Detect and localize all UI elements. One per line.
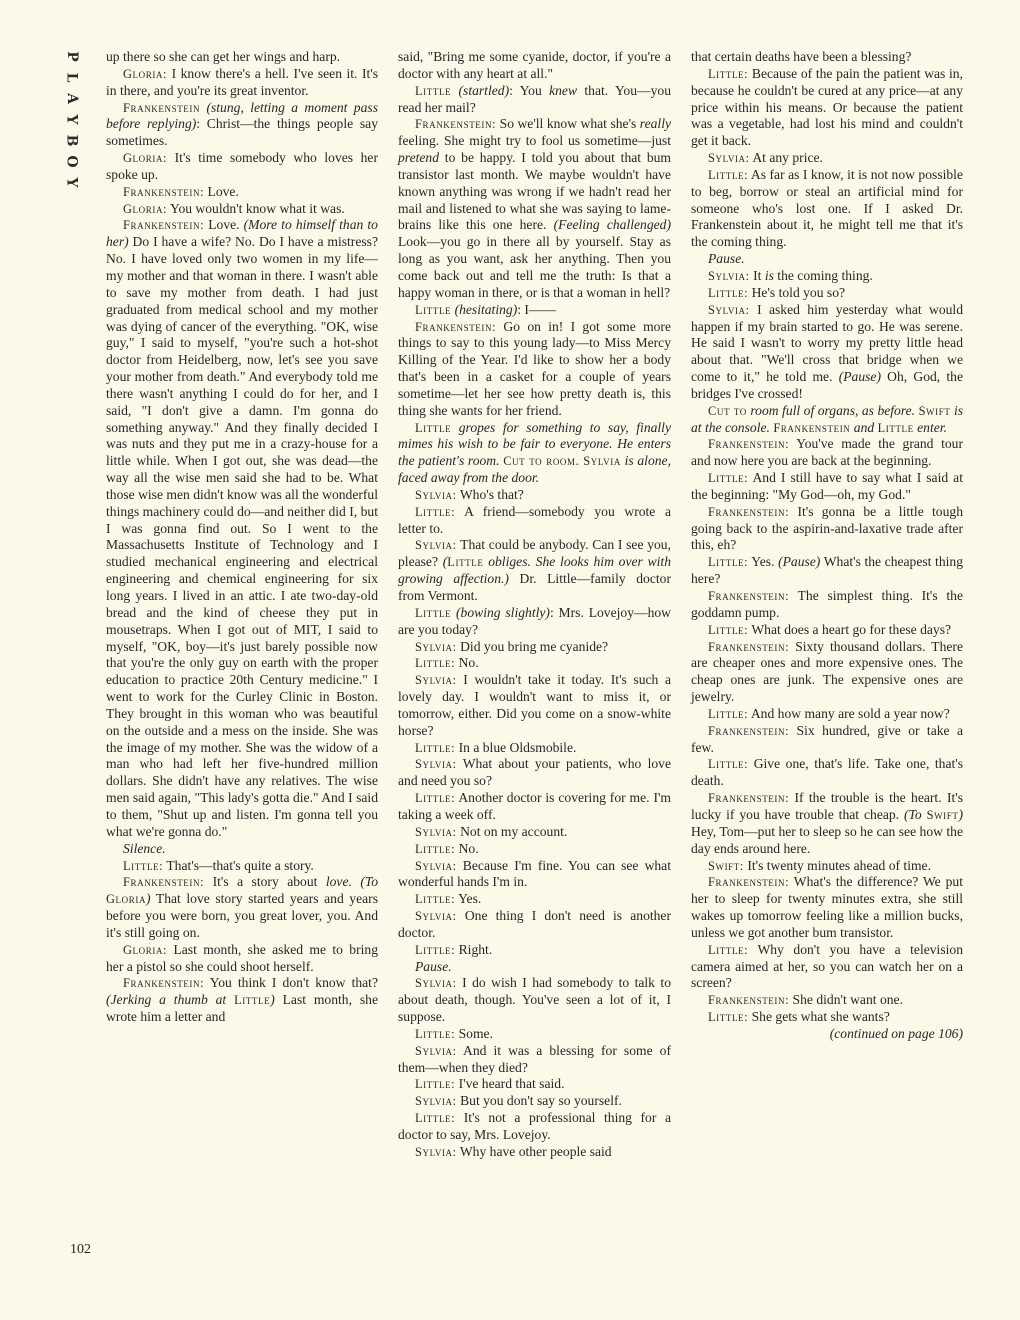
speaker-name: Little: (708, 471, 749, 486)
speaker-name: Sylvia: (708, 302, 750, 317)
dialogue-text: Last month, she asked me to bring her a pistol so she could shoot herself. (106, 941, 378, 974)
paragraph (106, 874, 378, 941)
speaker-name: Little: (708, 622, 749, 637)
paragraph (106, 858, 378, 875)
dialogue-text: It's not a professional thing for a doctor to say, Mrs. Lovejoy. (398, 1110, 671, 1142)
dialogue-text: that certain deaths have been a blessing? (691, 49, 912, 64)
dialogue-text: One thing I don't need is another doctor. (398, 908, 671, 940)
dialogue-text: Give one, that's life. Take one, that's death. (691, 756, 963, 789)
dialogue-text: What's the cheapest thing here? (691, 554, 963, 587)
speaker-name: Frankenstein: (123, 976, 205, 991)
paragraph (398, 487, 671, 504)
speaker-name: Frankenstein: (708, 723, 790, 738)
speaker-name: Little (234, 993, 271, 1008)
stage-direction: Pause. (708, 251, 745, 267)
dialogue-text: that. You—you read her mail? (398, 82, 672, 115)
paragraph (398, 116, 671, 301)
paragraph (398, 420, 671, 487)
dialogue-text: What does a heart go for these days? (748, 621, 952, 637)
paragraph (106, 49, 378, 66)
paragraph (691, 942, 963, 993)
stage-direction: (More to himself than to her) (106, 217, 378, 250)
masthead-letter: L (63, 72, 80, 83)
speaker-name: Sylvia: (415, 858, 457, 873)
speaker-name: Little: (708, 1010, 749, 1025)
speaker-name: Gloria: (123, 151, 168, 166)
paragraph (398, 959, 671, 976)
dialogue-text: At any price. (749, 150, 823, 166)
dialogue-text: That could be anybody. Can I see you, please? (398, 537, 671, 570)
speaker-name: Little: (415, 942, 456, 957)
speaker-name: Gloria: (123, 942, 168, 957)
paragraph (398, 756, 671, 790)
speaker-name: Cut to (708, 403, 747, 418)
speaker-name: Little: (123, 858, 164, 873)
stage-direction: (hesitating) (454, 301, 518, 317)
dialogue-text: said, "Bring me some cyanide, doctor, if you're a doctor with any heart at all." (398, 49, 671, 81)
dialogue-text: Hey, Tom—put her to sleep so he can see how the day ends around here. (691, 823, 963, 856)
speaker-name: Sylvia: (415, 1043, 457, 1058)
paragraph (398, 740, 671, 757)
dialogue-text: I wouldn't take it today. It's such a lovely day. I wouldn't want to miss it, or tomorrow, either. Did you come on a snow-white horse? (398, 672, 671, 738)
speaker-name: Cut to room. Sylvia (503, 454, 621, 469)
speaker-name: Sylvia: (415, 639, 457, 654)
stage-direction: ) (146, 891, 151, 907)
paragraph (398, 908, 671, 942)
paragraph (106, 184, 378, 201)
dialogue-text: Why have other people said (456, 1143, 612, 1159)
speaker-name: Little: (415, 892, 456, 907)
column-1 (106, 49, 378, 1026)
paragraph (691, 639, 963, 706)
dialogue-text: If the trouble is the heart. It's lucky if you have trouble that cheap. (691, 790, 963, 822)
paragraph (691, 268, 963, 285)
dialogue-text: feeling. She might try to fool us sometime—just (398, 133, 671, 149)
paragraph (398, 1026, 671, 1043)
dialogue-text: Right. (455, 941, 493, 957)
dialogue-text: Because I'm fine. You can see what wonderful hands I'm in. (398, 857, 671, 890)
masthead-letter: Y (63, 114, 80, 125)
stage-direction: really (639, 116, 671, 132)
dialogue-text: Why don't you have a television camera aimed at her, so you can watch her on a screen? (691, 941, 963, 991)
stage-direction: (stung, letting a moment pass before replying) (106, 99, 378, 132)
speaker-name: Gloria (106, 892, 147, 907)
speaker-name: Swift (918, 403, 951, 418)
paragraph (398, 83, 671, 117)
paragraph (398, 1043, 671, 1077)
paragraph (691, 554, 963, 588)
paragraph (398, 942, 671, 959)
speaker-name: Little: (708, 285, 749, 300)
paragraph (691, 470, 963, 504)
dialogue-text: That love story started years and years before you were born, you great lover, you. And it's still going on. (106, 891, 378, 940)
speaker-name: Little: (415, 504, 456, 519)
speaker-name: Little: (708, 66, 749, 81)
paragraph (398, 975, 671, 1026)
paragraph (398, 1076, 671, 1093)
speaker-name: Swift (926, 807, 959, 822)
dialogue-text: It's twenty minutes ahead of time. (743, 857, 931, 873)
paragraph (691, 504, 963, 555)
dialogue-text: You think I don't know that? (204, 975, 378, 991)
dialogue-text: It's gonna be a little tough going back to the aspirin-and-laxative trade after this, eh? (691, 503, 963, 553)
speaker-name: Little: (415, 1077, 456, 1092)
speaker-name: Little: (708, 555, 749, 570)
paragraph (691, 403, 963, 437)
speaker-name: Little (447, 555, 484, 570)
paragraph (398, 824, 671, 841)
paragraph (691, 992, 963, 1009)
stage-direction: is (764, 267, 774, 283)
stage-direction: gropes for something to say, finally mimes his wish to be fair to everyone. He enters the patient's room. (398, 419, 671, 469)
dialogue-text: up there so she can get her wings and harp. (106, 49, 341, 64)
dialogue-text: So we'll know what she's (496, 116, 640, 132)
masthead-letter: O (63, 155, 80, 168)
dialogue-text: The simplest thing. It's the goddamn pump. (691, 588, 963, 620)
speaker-name: Little: (415, 1026, 456, 1041)
dialogue-text: No. (455, 655, 479, 671)
speaker-name: Frankenstein: (415, 117, 497, 132)
paragraph (106, 841, 378, 858)
dialogue-text: That's—that's quite a story. (163, 857, 314, 873)
paragraph (106, 201, 378, 218)
speaker-name: Little (415, 605, 452, 620)
stage-direction: ( (442, 554, 448, 570)
stage-direction: and (850, 419, 878, 435)
paragraph (398, 605, 671, 639)
paragraph (691, 874, 963, 941)
paragraph (691, 66, 963, 150)
speaker-name: Sylvia: (415, 824, 457, 839)
stage-direction: Silence. (123, 840, 166, 856)
column-3 (691, 49, 963, 1043)
dialogue-text: Love. (204, 183, 239, 199)
speaker-name: Sylvia: (415, 976, 457, 991)
paragraph (691, 302, 963, 403)
paragraph (398, 537, 671, 604)
stage-direction: (To (904, 806, 927, 822)
dialogue-text: Oh, God, the bridges I've crossed! (691, 369, 964, 401)
dialogue-text: And I still have to say what I said at the beginning: "My God—oh, my God." (691, 470, 963, 502)
paragraph (691, 723, 963, 757)
speaker-name: Little: (708, 942, 749, 957)
speaker-name: Sylvia: (415, 487, 457, 502)
masthead-letter: B (63, 134, 80, 147)
page-number: 102 (70, 1242, 91, 1257)
dialogue-text: : You (509, 82, 550, 98)
paragraph (691, 706, 963, 723)
dialogue-text: She gets what she wants? (748, 1009, 890, 1025)
dialogue-text: I asked him yesterday what would happen if my brain started to go. He was serene. He said I wasn't to worry my pretty little head about that. "We'll cross that bridge when we come to it," he told me. (691, 301, 963, 385)
paragraph (691, 150, 963, 167)
stage-direction: is alone, faced away from the door. (398, 453, 671, 486)
dialogue-text: Sixty thousand dollars. There are cheaper ones and more expensive ones. The cheap ones are junk. The expensive ones are jewelry. (691, 638, 963, 705)
speaker-name: Little: (708, 757, 749, 772)
speaker-name: Frankenstein: (708, 504, 790, 519)
speaker-name: Frankenstein (123, 100, 201, 115)
dialogue-text: Love. (204, 217, 244, 233)
stage-direction: room full of organs, as before. (746, 402, 919, 418)
dialogue-text: You wouldn't know what it was. (167, 200, 345, 216)
dialogue-text: to be happy. I told you about that bum transistor last month. We maybe wouldn't have known anything was wrong if we hadn't read her mail and listened to what she was saying to lame-brains like this one here. (398, 150, 671, 233)
masthead (58, 46, 84, 193)
paragraph (106, 942, 378, 976)
paragraph (398, 790, 671, 824)
column-2 (398, 49, 671, 1161)
speaker-name: Little: (708, 167, 749, 182)
speaker-name: Little (415, 83, 452, 98)
masthead-letter: P (63, 51, 80, 62)
dialogue-text: Six hundred, give or take a few. (691, 722, 963, 755)
paragraph (691, 167, 963, 251)
dialogue-text: But you don't say so yourself. (456, 1093, 622, 1109)
speaker-name: Frankenstein: (708, 875, 790, 890)
paragraph (398, 858, 671, 892)
dialogue-text: I do wish I had somebody to talk to about death, though. You've seen a lot of it, I suppose. (398, 975, 671, 1025)
dialogue-text: : I—— (517, 301, 557, 317)
dialogue-text (451, 83, 458, 98)
dialogue-text: What's the difference? We put her to sleep for twenty minutes extra, she still wakes up tomorrow feeling like a million bucks, unless we got another bum transistor. (691, 874, 963, 940)
dialogue-text: It (749, 267, 765, 283)
paragraph (691, 790, 963, 857)
paragraph (691, 251, 963, 268)
dialogue-text: Who's that? (456, 486, 524, 502)
dialogue-text: I know there's a hell. I've seen it. It's in there, and you're its great inventor. (106, 65, 378, 98)
stage-direction: ) (958, 806, 963, 822)
speaker-name: Little: (415, 656, 456, 671)
dialogue-text: Some. (455, 1025, 493, 1041)
stage-direction: love. (325, 874, 352, 890)
paragraph (398, 302, 671, 319)
speaker-name: Little (415, 420, 452, 435)
paragraph (398, 639, 671, 656)
paragraph (398, 1093, 671, 1110)
dialogue-text: Not on my account. (456, 823, 568, 839)
stage-direction: (bowing slightly) (456, 604, 550, 620)
paragraph (106, 150, 378, 184)
dialogue-text: Another doctor is covering for me. I'm taking a week off. (398, 790, 671, 822)
paragraph (398, 1110, 671, 1144)
speaker-name: Sylvia: (415, 757, 457, 772)
speaker-name: Frankenstein: (708, 791, 790, 806)
paragraph (106, 66, 378, 100)
stage-direction: (Jerking a thumb at (106, 992, 235, 1008)
stage-direction: is at the console. (691, 402, 964, 435)
dialogue-text: I've heard that said. (455, 1076, 565, 1092)
paragraph (691, 858, 963, 875)
speaker-name: Frankenstein: (123, 875, 205, 890)
speaker-name: Sylvia: (415, 1144, 457, 1159)
paragraph (398, 891, 671, 908)
paragraph (398, 672, 671, 739)
speaker-name: Frankenstein: (708, 589, 790, 603)
speaker-name: Little (877, 420, 914, 435)
speaker-name: Little: (415, 740, 456, 755)
dialogue-text: He's told you so? (748, 284, 846, 300)
dialogue-text: A friend—somebody you wrote a letter to. (398, 503, 671, 536)
paragraph (691, 588, 963, 622)
stage-direction: Pause. (415, 958, 452, 974)
speaker-name: Frankenstein: (415, 319, 497, 334)
speaker-name: Frankenstein (773, 420, 851, 435)
paragraph (106, 217, 378, 840)
dialogue-text: In a blue Oldsmobile. (455, 739, 577, 755)
dialogue-text: As far as I know, it is not now possible to beg, borrow or steal an artificial mind for someone who's lost one. If I asked Dr. Frankenstein about it, he might tell me that it's the coming thing. (691, 166, 963, 250)
stage-direction: ) (270, 992, 275, 1008)
paragraph (691, 756, 963, 790)
stage-direction: (startled) (458, 82, 510, 98)
dialogue-text: : Mrs. Lovejoy—how are you today? (398, 604, 672, 637)
masthead-letter: A (63, 93, 80, 104)
dialogue-text: Do I have a wife? No. Do I have a mistress? No. I have loved only two women in my life—my mother and that woman in there. I wasn't able to save my mother from death. I had just graduated from medical school and my mother was dying of cancer of the everything. "OK, wise guy," I said to myself, "you're such a hot-shot doctor from Heidelberg, now, let's see you save your mother from death." And everybody told me there wasn't anything I could do for her, and I said, "I don't give a damn. I'm gonna do something anyway." And they finally decided I was nuts and they put me in a crazy-house for a little while. When I got out, she was dead—the way all the wise men said she had to be. What those wise men didn't know was all the wonderful things machinery could do—and neither did I, but I was gonna find out. So I went to the Massachusetts Institute of Technology and I studied mechanical engineering and electrical engineering and chemical engineering for six long years. I lived in an attic. I ate two-day-old bread and the kind of cheese they put in mousetraps. When I got out of MIT, I said to myself, "OK, boy—it's just barely possible now that you're the only guy on earth with the proper education to practice 20th Century medicine." I went to work for the Curley Clinic in Boston. They brought in this woman who was beautiful on the outside and a mess on the inside. She was the image of my mother. She was the widow of a man who had left her five-hundred million dollars. She didn't have any relatives. The wise men said again, "This lady's gotta die." And I said to them, "Shut up and listen. I'm gonna tell you what we're gonna do." (106, 234, 379, 839)
speaker-name: Frankenstein: (708, 993, 790, 1008)
dialogue-text: It's time somebody who loves her spoke up. (106, 150, 378, 182)
dialogue-text: the coming thing. (773, 267, 873, 283)
dialogue-text: It's a story about (204, 874, 326, 890)
dialogue-text: Yes. (748, 554, 779, 570)
speaker-name: Sylvia: (708, 151, 750, 166)
paragraph (398, 841, 671, 858)
paragraph (398, 504, 671, 538)
speaker-name: Sylvia: (708, 268, 750, 283)
paragraph (398, 1144, 671, 1161)
dialogue-text: She didn't want one. (789, 992, 903, 1008)
paragraph (106, 100, 378, 151)
speaker-name: Little: (415, 841, 456, 856)
speaker-name: Gloria: (123, 66, 168, 81)
dialogue-text: Go on in! I got some more things to say to this young lady—to Miss Mercy Killing of the Year. I'd like to show her a body that's been in a casket for a couple of years sometime—let her see how pretty death is, this thing she wants for her friend. (398, 318, 671, 418)
stage-direction: (Pause) (778, 554, 821, 570)
paragraph (691, 1009, 963, 1026)
speaker-name: Frankenstein: (708, 639, 790, 654)
speaker-name: Little: (708, 706, 749, 721)
stage-direction: (Pause) (838, 369, 881, 385)
paragraph (398, 655, 671, 672)
speaker-name: Little: (415, 791, 456, 806)
speaker-name: Sylvia: (415, 673, 457, 688)
dialogue-text: And it was a blessing for some of them—when they died? (398, 1042, 671, 1075)
dialogue-text: Because of the pain the patient was in, because he couldn't be cured at any price—at any price within his means. Or because the patient was a vegetable, had lost his mind and couldn't get it back. (691, 65, 963, 149)
dialogue-text: Did you bring me cyanide? (456, 638, 609, 654)
stage-direction: pretend (398, 150, 440, 166)
speaker-name: Frankenstein: (708, 437, 790, 452)
speaker-name: Gloria: (123, 201, 168, 216)
speaker-name: Sylvia: (415, 1094, 457, 1109)
continued-note: (continued on page 106) (829, 1025, 963, 1041)
paragraph (106, 975, 378, 1026)
dialogue-text: Dr. Little—family doctor from Vermont. (398, 571, 671, 603)
dialogue-text: You've made the grand tour and now here you are back at the beginning. (691, 436, 963, 469)
paragraph (691, 49, 963, 66)
speaker-name: Sylvia: (415, 909, 457, 924)
speaker-name: Swift: (708, 858, 744, 873)
speaker-name: Frankenstein: (123, 184, 205, 199)
dialogue-text: What about your patients, who love and need you so? (398, 756, 671, 789)
speaker-name: Sylvia: (415, 538, 457, 553)
dialogue-text: Yes. (455, 891, 482, 907)
speaker-name: Frankenstein: (123, 218, 205, 233)
stage-direction: knew (549, 82, 578, 98)
stage-direction: obliges. She looks him over with growing affection.) (398, 554, 671, 587)
dialogue-text: : Christ—the things people say sometimes. (106, 116, 378, 149)
speaker-name: Little: (415, 1111, 456, 1126)
stage-direction: (To (360, 874, 378, 890)
paragraph (691, 285, 963, 302)
dialogue-text: Look—you go in there all by yourself. Stay as long as you want, ask her anything. Then you come back out and tell me the truth: Is that a happy woman in there, or is that a woman in hell? (398, 234, 671, 300)
dialogue-text: No. (455, 840, 479, 856)
stage-direction: enter. (913, 419, 947, 435)
paragraph (691, 622, 963, 639)
dialogue-text: And how many are sold a year now? (748, 705, 950, 721)
dialogue-text: Last month, she wrote him a letter and (106, 992, 378, 1025)
speaker-name: Little (415, 302, 452, 317)
masthead-letter: Y (63, 177, 80, 188)
stage-direction: (Feeling challenged) (553, 217, 672, 233)
paragraph (398, 319, 671, 420)
paragraph (691, 436, 963, 470)
paragraph (398, 49, 671, 83)
